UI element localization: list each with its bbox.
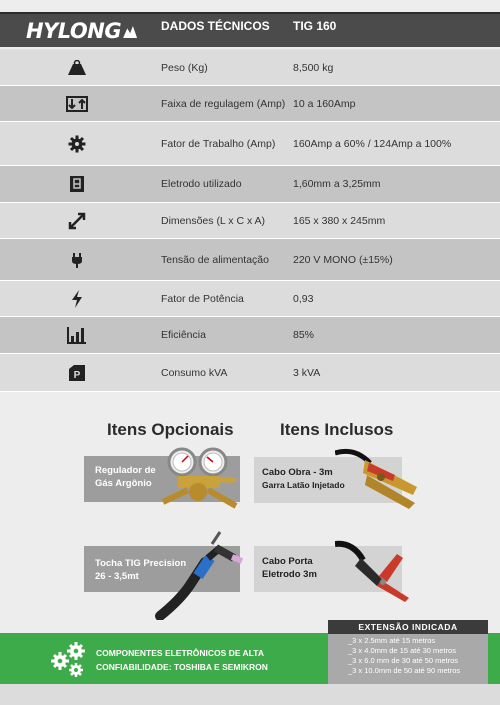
footer-components-text <box>96 646 268 674</box>
electrode-cable-line1: Cabo Porta <box>262 556 313 567</box>
spec-label: Fator de Trabalho (Amp) <box>161 138 276 150</box>
spec-row <box>0 281 500 317</box>
optional-items-title: Itens Opcionais <box>107 420 234 439</box>
parking-icon <box>66 364 88 382</box>
spec-label: Eficiência <box>161 329 206 341</box>
ground-cable-line1: Cabo Obra - 3m <box>262 467 333 478</box>
spec-value: 3 kVA <box>293 367 321 379</box>
extension-list <box>348 636 460 676</box>
ground-cable-line2: Garra Latão Injetado <box>262 480 345 490</box>
spec-label: Peso (Kg) <box>161 62 208 74</box>
gear-icon <box>66 135 88 153</box>
header-title-specs: DADOS TÉCNICOS <box>161 19 270 33</box>
spec-label: Faixa de regulagem (Amp) <box>161 98 286 110</box>
spec-value: 10 a 160Amp <box>293 98 356 110</box>
spec-value: 0,93 <box>293 293 314 305</box>
header-title-model: TIG 160 <box>293 19 337 33</box>
spec-row <box>0 317 500 354</box>
spec-label: Tensão de alimentação <box>161 254 269 266</box>
footer-base-strip <box>0 684 500 705</box>
spec-row <box>0 354 500 392</box>
extension-item: _3 x 4.0mm de 15 até 30 metros <box>348 646 456 655</box>
included-items-title: Itens Inclusos <box>280 420 394 439</box>
spec-row <box>0 122 500 166</box>
spec-value: 85% <box>293 329 315 341</box>
extension-item: _3 x 6.0 mm de 30 até 50 metros <box>348 656 459 665</box>
electrode-cable-line2: Eletrodo 3m <box>262 569 317 580</box>
regulation-icon <box>66 95 88 113</box>
gears-icon <box>48 639 90 679</box>
spec-row <box>0 239 500 281</box>
spec-label: Consumo kVA <box>161 367 228 379</box>
spec-label: Dimensões (L x C x A) <box>161 215 266 227</box>
spec-value: 8,500 kg <box>293 62 334 74</box>
ground-clamp-image <box>335 445 425 515</box>
spec-value: 165 x 380 x 245mm <box>293 215 386 227</box>
spec-value: 220 V MONO (±15%) <box>293 254 393 266</box>
weight-icon <box>66 59 88 77</box>
gas-regulator-image <box>158 440 240 510</box>
electrode-icon <box>66 175 88 193</box>
brand-logo <box>26 19 137 43</box>
flame-icon <box>123 26 137 38</box>
spec-row <box>0 203 500 239</box>
gas-regulator-label <box>95 464 156 490</box>
extension-item: _3 x 2.5mm até 15 metros <box>348 636 436 645</box>
tig-torch-image <box>150 530 245 620</box>
tig-torch-line2: 26 - 3,5mt <box>95 571 139 582</box>
gas-regulator-line2: Gás Argônio <box>95 478 152 489</box>
bar-chart-icon <box>66 326 88 344</box>
ground-cable-label <box>262 466 345 492</box>
spec-value: 1,60mm a 3,25mm <box>293 178 381 190</box>
footer-line2: CONFIABILIDADE: TOSHIBA E SEMIKRON <box>96 662 268 672</box>
extension-title: EXTENSÃO INDICADA <box>328 620 488 634</box>
gas-regulator-line1: Regulador de <box>95 465 156 476</box>
brand-name: HYLONG <box>26 19 122 43</box>
plug-icon <box>66 251 88 269</box>
spec-value: 160Amp a 60% / 124Amp a 100% <box>293 138 452 150</box>
electrode-holder-image <box>335 540 415 602</box>
lightning-icon <box>66 290 88 308</box>
extension-item: _3 x 10.0mm de 50 até 90 metros <box>348 666 461 675</box>
spec-row <box>0 86 500 122</box>
dimensions-icon <box>66 212 88 230</box>
spec-label: Fator de Potência <box>161 293 244 305</box>
spec-row <box>0 166 500 203</box>
electrode-cable-label <box>262 555 317 581</box>
svg-text:P: P <box>73 370 81 381</box>
spec-table <box>0 49 500 392</box>
footer-line1: COMPONENTES ELETRÔNICOS DE ALTA <box>96 648 264 658</box>
tig-torch-line1: Tocha TIG Precision <box>95 558 187 569</box>
spec-row <box>0 49 500 86</box>
spec-label: Eletrodo utilizado <box>161 178 242 190</box>
